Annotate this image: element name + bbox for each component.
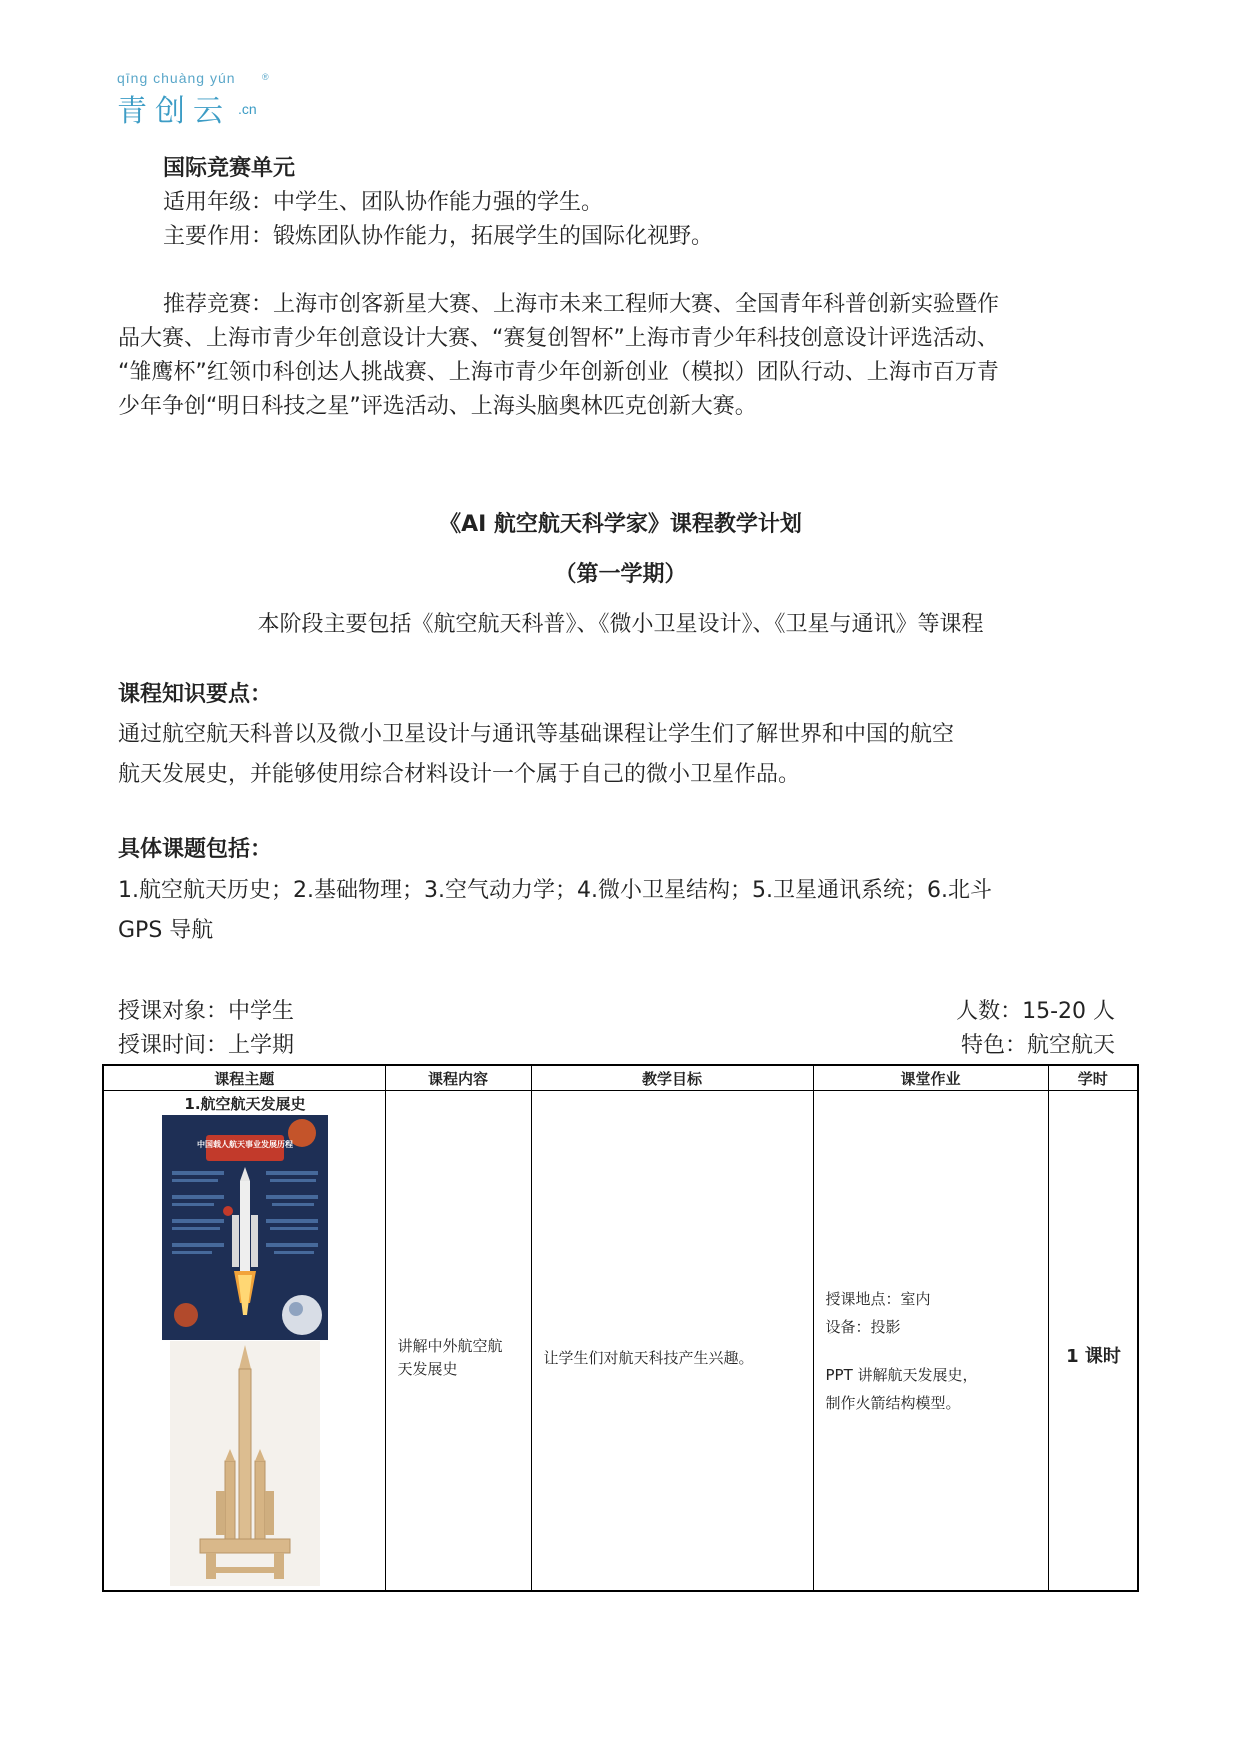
hours-value: 1 课时 bbox=[1066, 1346, 1121, 1367]
knowledge-title: 课程知识要点： bbox=[118, 682, 273, 707]
table-row bbox=[103, 1091, 1138, 1592]
topics-title: 具体课题包括： bbox=[118, 837, 273, 862]
topics-line-1: 1.航空航天历史；2.基础物理；3.空气动力学；4.微小卫星结构；5.卫星通讯系统；6.北斗 bbox=[118, 878, 992, 903]
topics-line-2: GPS 导航 bbox=[118, 918, 214, 943]
teaching-time: 授课时间：上学期 bbox=[118, 1033, 295, 1058]
teaching-target: 授课对象：中学生 bbox=[118, 999, 295, 1024]
intl-grade: 适用年级：中学生、团队协作能力强的学生。 bbox=[163, 190, 604, 215]
intl-recommend-line-1: 推荐竞赛：上海市创客新星大赛、上海市未来工程师大赛、全国青年科普创新实验暨作 bbox=[163, 292, 1000, 317]
content-line-1: 讲解中外航空航 bbox=[397, 1337, 503, 1355]
intl-role: 主要作用：锻炼团队协作能力，拓展学生的国际化视野。 bbox=[163, 224, 714, 249]
header-goal: 教学目标 bbox=[531, 1065, 813, 1091]
homework-equipment: 设备：投影 bbox=[825, 1318, 901, 1336]
content-cell bbox=[385, 1091, 531, 1592]
homework-cell bbox=[813, 1091, 1048, 1592]
intl-recommend-line-3: “雏鹰杯”红领巾科创达人挑战赛、上海市青少年创新创业（模拟）团队行动、上海市百万青 bbox=[118, 360, 999, 385]
content-line-2: 天发展史 bbox=[397, 1360, 458, 1378]
header-hours: 学时 bbox=[1048, 1065, 1138, 1091]
course-feature: 特色：航空航天 bbox=[960, 1033, 1115, 1058]
plan-term: （第一学期） bbox=[554, 562, 687, 587]
goal-cell bbox=[531, 1091, 813, 1592]
header-content: 课程内容 bbox=[385, 1065, 531, 1091]
logo-name: 青创云 bbox=[117, 94, 231, 129]
homework-task-line-2: 制作火箭结构模型。 bbox=[825, 1394, 961, 1412]
homework-location: 授课地点：室内 bbox=[825, 1290, 931, 1308]
course-table bbox=[102, 1064, 1139, 1592]
plan-intro: 本阶段主要包括《航空航天科普》、《微小卫星设计》、《卫星与通讯》等课程 bbox=[257, 612, 984, 637]
header-homework: 课堂作业 bbox=[813, 1065, 1048, 1091]
intl-section-title: 国际竞赛单元 bbox=[163, 156, 296, 181]
knowledge-line-1: 通过航空航天科普以及微小卫星设计与通讯等基础课程让学生们了解世界和中国的航空 bbox=[118, 722, 955, 747]
knowledge-line-2: 航天发展史，并能够使用综合材料设计一个属于自己的微小卫星作品。 bbox=[118, 762, 801, 787]
plan-title: 《AI 航空航天科学家》课程教学计划 bbox=[439, 512, 802, 537]
logo-pinyin: qīng chuàng yún bbox=[117, 70, 236, 86]
wooden-rocket-model-image bbox=[170, 1341, 320, 1586]
poster-title: 中国载人航天事业发展历程 bbox=[197, 1140, 293, 1149]
logo-domain: .cn bbox=[238, 101, 257, 117]
goal-text: 让学生们对航天科技产生兴趣。 bbox=[543, 1349, 754, 1367]
space-history-poster-image bbox=[162, 1115, 328, 1340]
hours-cell bbox=[1048, 1091, 1138, 1592]
topic-cell bbox=[103, 1091, 385, 1592]
topic-title: 1.航空航天发展史 bbox=[184, 1095, 306, 1113]
student-count: 人数：15-20 人 bbox=[956, 999, 1115, 1024]
homework-task-line-1: PPT 讲解航天发展史， bbox=[825, 1366, 978, 1384]
table-header-row bbox=[103, 1065, 1138, 1091]
logo-registered-mark: ® bbox=[262, 72, 269, 82]
intl-recommend-line-2: 品大赛、上海市青少年创意设计大赛、“赛复创智杯”上海市青少年科技创意设计评选活动、 bbox=[118, 326, 999, 351]
intl-recommend-line-4: 少年争创“明日科技之星”评选活动、上海头脑奥林匹克创新大赛。 bbox=[118, 394, 757, 419]
header-topic: 课程主题 bbox=[103, 1065, 385, 1091]
